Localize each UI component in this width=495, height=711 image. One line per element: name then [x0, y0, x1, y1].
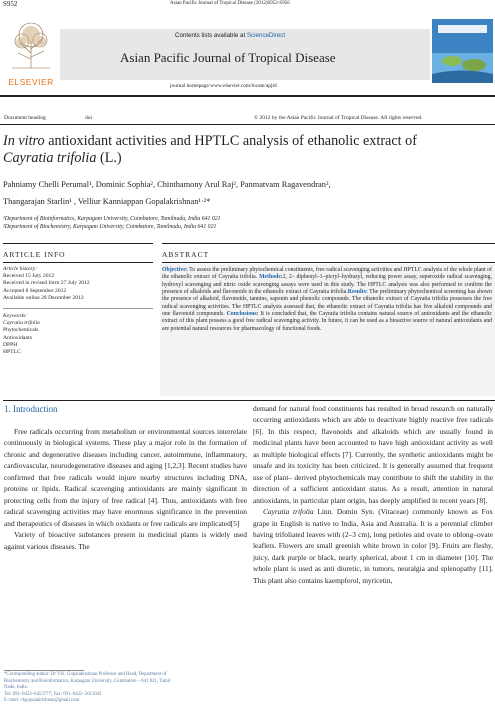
heading-rule	[0, 124, 495, 125]
article-title	[3, 133, 493, 167]
keyword: HPTLC	[3, 349, 21, 356]
results-label: Results:	[347, 289, 368, 296]
footnote-email[interactable]: E–mail: vkgopalakrishnan@gmail.com	[4, 698, 80, 704]
journal-homepage[interactable]: journal homepage:www.elsevier.com/locate/apjtd	[170, 83, 277, 89]
results-text: The preliminary phytochemical screening has shown the presence of alkaloid, flavonoids, tannins, saponin and phenolic compounds. The ethanolic extract of Cayratia trifolia possesses the free radical scavenging activities. The HPTLC analysis assessed that, the ethanolic extract of Cayratia trifolia has five alkaloid compounds and one flavonoid compounds.	[162, 289, 492, 318]
keyword: DPPH	[3, 341, 18, 348]
keyword: Cayratia trifolia	[3, 320, 40, 327]
contents-line	[175, 32, 285, 39]
journal-name: Asian Pacific Journal of Tropical Disease	[120, 50, 336, 65]
footnote-rule	[4, 670, 84, 671]
banner-rule	[0, 95, 495, 97]
objective-text: To assess the preliminary phytochemical constituents, free radical scavenging activities and HPTLC analysis of the whole plant of the ethanolic extract of Cayratia trifolia.	[162, 267, 492, 281]
corresponding-author-footnote	[4, 672, 249, 705]
intro-paragraph-4-text: Linn. Domin Syn. (Vitaceae) commonly known as Fox grape in English is native to India, Asia and Australia. It is a perennial climber having trifoliated leaves with (2–3 cm), long petioles and ovate to oblong–ovate leaflets. Flowers are small greenish white brown in color [9]. Fruits are fleshy, juicy, dark purple or black, nearly spherical, about 1 cm in diameter [10]. The whole plant is used as anti diuretic, in tumors, neuralgia and splenopathy [11]. This plant also contains kaempferol, myricetin,	[253, 507, 493, 585]
elsevier-logo	[6, 13, 56, 87]
author-list	[3, 178, 493, 209]
intro-left-column	[4, 426, 247, 664]
authors-line-2: Thangarajan Starlin¹ , Velliur Kanniappan Gopalakrishnan¹·²*	[3, 197, 211, 206]
article-info-heading: ARTICLE INFO	[3, 250, 66, 259]
running-citation: Asian Pacific Journal of Tropical Disease (2012)S952-S956	[170, 1, 290, 6]
objective-label: Objective:	[162, 267, 188, 273]
intro-paragraph-3: demand for natural food constituents has resulted in broad research on naturally occurring antioxidants which are able to deactivate highly reactive free radicals [6]. In this respect, flavonoids and alkaloids which are usually found in medicinal plants have been accounted to have high antioxidant activity as well as multiple biological effects [7]. Currently, the synthetic antioxidants might be unsafe and its toxicity has been criticized. It is generally assumed that frequent use of plant– derived phytochemicals may contribute to shift the stability in the direction of a sufficient antioxidant status. As a result, attention in natural antioxidants, in particular plant origin, has deeply amplified in recent years [8].	[253, 404, 493, 505]
intro-paragraph-2: Variety of bioactive substances present in medicinal plants is widely used against various diseases. The	[4, 530, 247, 551]
abstract-heading: ABSTRACT	[162, 250, 210, 259]
keyword: Antioxidants	[3, 334, 32, 341]
sciencedirect-link[interactable]: ScienceDirect	[246, 32, 286, 39]
methods-text: 2, 2– diphenyl–1–picryl–hydrazyl, reducing power assay, superoxide radical scavenging, hydroxyl scavenging and nitric oxide scavenging assays were used in this study. The HPTLC analysis was also performed to confirm the presence of alkaloids and flavonoids in the ethanolic extract of Cayratia trifolia.	[162, 274, 493, 296]
introduction-heading: 1. Introduction	[4, 404, 58, 414]
methods-label: Methods:	[259, 274, 283, 281]
title-in-vitro: In vitro	[3, 133, 45, 149]
document-heading: Document heading	[4, 115, 46, 121]
article-history	[3, 266, 153, 302]
intro-paragraph-1: Free radicals occurring from metabolism or environmental sources interrelate continuously in biological systems. These play a major role in the formation of chronic and degenerative diseases including cancer, autoimmune, inflammatory, cardiovascular, neurodegenerative diseases and aging [1,2,3]. Recent studies have confirmed that free radicals would injure nearby structures including DNA, proteins or lipids. Radical scavenging antioxidants are mainly significant in protecting cells from the injury of free radical [4]. Thus, antioxidants with free radical scavenging activities may have enormous significance in the prevention and therapeutics of diseases in which oxidants or free radicals are implicated[5]	[4, 427, 247, 528]
keywords-block	[3, 313, 153, 356]
abstract-rule-top	[162, 243, 495, 244]
abstract-text	[162, 267, 492, 333]
keywords-label: Keywords:	[3, 313, 28, 319]
intro-right-column	[253, 403, 493, 711]
article-info-rule-top	[3, 243, 153, 244]
title-species: Cayratia trifolia	[3, 150, 97, 166]
article-info-rule	[3, 262, 153, 263]
conclusions-label: Conclusions:	[226, 311, 259, 318]
accepted-date: Accepted 8 September 2012	[3, 287, 67, 294]
conclusions-text: It is concluded that, the Cayratia trifolia contains natural source of antioxidants and the ethanolic extract of this plant possess a good free radical scavenging activity. In future, it can be used as a bioactive source of natural antioxidants and are potential natural resources for pharmacology of functional foods.	[162, 311, 492, 332]
title-line2: (L.)	[96, 150, 122, 166]
abstract-bottom-rule	[3, 400, 495, 401]
online-date: Available online 28 December 2012	[3, 294, 84, 301]
received-date: Received 15 July 2012	[3, 273, 55, 280]
page-number: S952	[3, 0, 18, 8]
footnote-line: Tel: 091–0422–6453777; Fax: 091–0422–2611043	[4, 691, 102, 697]
revised-date: Received in revised form 27 July 2012	[3, 280, 90, 287]
doi-label: doi	[85, 115, 93, 121]
keyword: Phytochemicals	[3, 327, 39, 334]
species-name: Cayratia trifolia	[263, 507, 314, 517]
contents-prefix: Contents lists available at	[175, 32, 247, 39]
footnote-line: *Corresponding author: Dr V.K. Gopalakrishnan Professor and Head, Department of	[4, 672, 167, 677]
history-label: Article history:	[3, 266, 38, 272]
elsevier-wordmark: ELSEVIER	[8, 77, 54, 87]
footnote-line: Biochemistry and Bioinformatics, Karpagam University, Coimbatore – 641 021, Tamil	[4, 678, 171, 684]
journal-cover-image	[432, 19, 493, 88]
title-line1: antioxidant activities and HPTLC analysis of ethanolic extract of	[44, 133, 417, 149]
copyright-notice: © 2012 by the Asian Pacific Journal of Tropical Disease. All rights reserved.	[254, 115, 423, 121]
authors-line-1: Pahniamy Chelli Perumal¹, Dominic Sophia², Chinthamony Arul Raj², Panmatvam Ragavendran²,	[3, 180, 331, 189]
abstract-rule	[162, 262, 495, 263]
affiliation-1: ¹Department of Bioinformatics, Karpagam University, Coimbatore, Tamilnadu, India 641 021	[3, 216, 221, 222]
affiliation-2: ²Department of Biochemistry, Karpagam University, Coimbatore, Tamilnadu, India 641 021	[3, 223, 217, 230]
affiliations	[3, 216, 221, 231]
intro-paragraph-4	[253, 506, 493, 586]
footnote-line: Nadu, India.	[4, 685, 28, 691]
keywords-rule	[3, 308, 153, 309]
